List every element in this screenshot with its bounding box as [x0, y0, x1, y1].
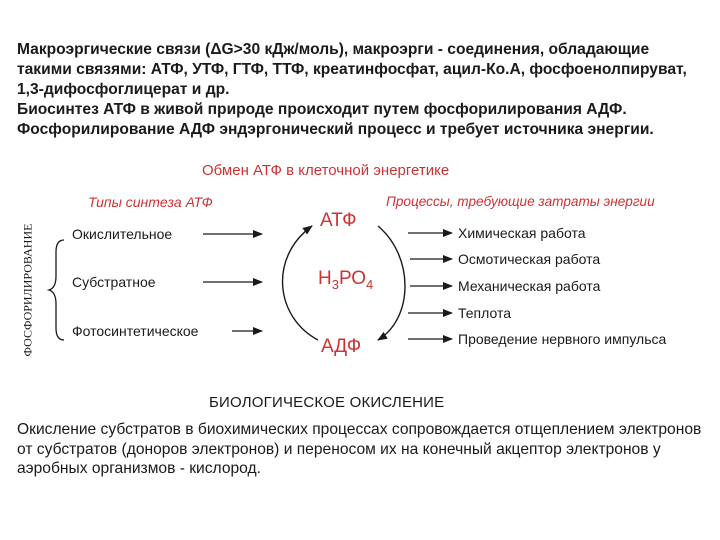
intro-paragraph-biosynthesis: Биосинтез АТФ в живой природе происходит путем фосфорилирования АДФ. Фосфорилирование АДФ эндэргонический процесс и требует источника энергии. — [17, 101, 654, 138]
energy-processes-header: Процессы, требующие затраты энергии — [386, 194, 655, 209]
synthesis-type-substrate: Субстратное — [72, 274, 156, 290]
cycle-arc-left — [283, 226, 318, 340]
molecule-adp: АДФ — [321, 336, 362, 357]
process-heat: Теплота — [458, 305, 511, 321]
scheme-title: Обмен АТФ в клеточной энергетике — [202, 162, 450, 179]
synthesis-type-photosynthetic: Фотосинтетическое — [72, 323, 199, 339]
process-mechanical-work: Механическая работа — [458, 278, 601, 294]
molecule-h3po4: $Н_3РО_4$ — [318, 268, 374, 292]
molecule-atp: АТФ — [320, 210, 357, 231]
synthesis-type-oxidative: Окислительное — [72, 226, 173, 242]
synthesis-types-header: Типы синтеза АТФ — [88, 194, 213, 210]
process-chemical-work: Химическая работа — [458, 225, 586, 241]
phosphorylation-vertical-label: ФОСФОРИЛИРОВАНИЕ — [20, 223, 35, 357]
left-brace — [49, 240, 64, 340]
process-osmotic-work: Осмотическая работа — [458, 251, 601, 267]
bio-oxidation-title: БИОЛОГИЧЕСКОЕ ОКИСЛЕНИЕ — [209, 394, 445, 411]
cycle-arc-right — [378, 226, 405, 340]
intro-paragraph-macroergs: Макроэргические связи (ΔG>30 кДж/моль), макроэрги - соединения, обладающие такими связями: АТФ, УТФ, ГТФ, ТТФ, креатинфосфат, ацил-Ко.А, фосфоенолпируват, 1,3-дифосфоглицерат и др. — [17, 41, 687, 98]
bio-oxidation-text: Окисление субстратов в биохимических процессах сопровождается отщеплением электронов от субстратов (доноров электронов) и переносом их на конечный акцептор электронов у аэробных организмов - кислород. — [17, 421, 702, 478]
process-nerve-impulse: Проведение нервного импульса — [458, 331, 667, 347]
